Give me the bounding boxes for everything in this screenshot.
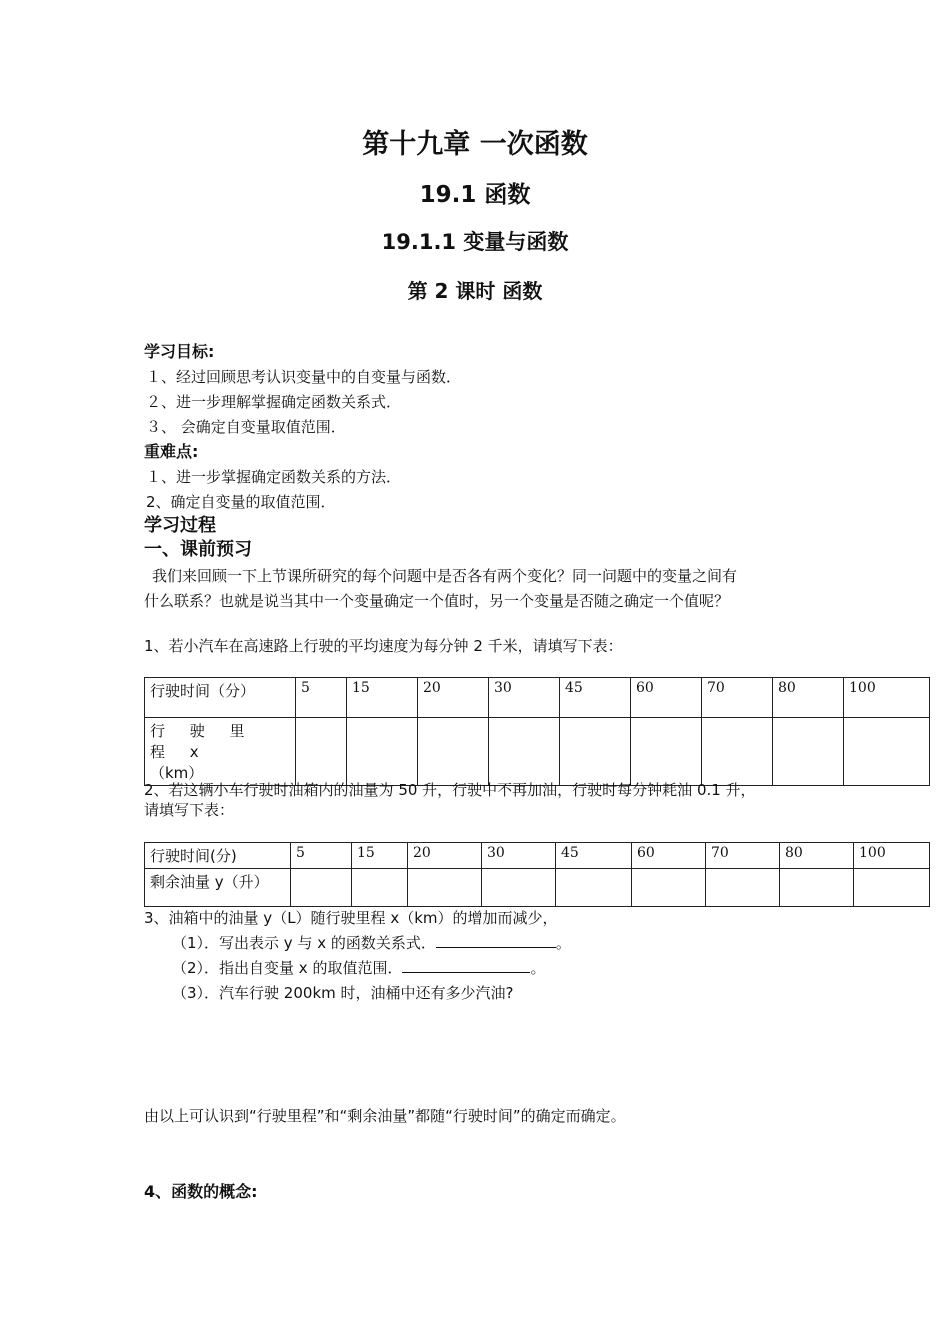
table-cell: 15 [347, 678, 418, 718]
conclusion-text: 由以上可认识到“行驶里程”和“剩余油量”都随“行驶时间”的确定而确定。 [144, 1107, 626, 1125]
question-1-text: 1、若小汽车在高速路上行驶的平均速度为每分钟 2 千米，请填写下表： [144, 637, 623, 655]
section-title: 19.1 函数 [419, 182, 531, 208]
chapter-title: 第十九章 一次函数 [362, 129, 588, 160]
intro-paragraph-line: 我们来回顾一下上节课所研究的每个问题中是否各有两个变化？同一问题中的变量之间有 [152, 567, 738, 585]
table-blank-cell[interactable] [631, 718, 702, 786]
table-cell: 70 [706, 843, 780, 869]
end-mark: 。 [555, 934, 571, 952]
table-cell: 60 [632, 843, 706, 869]
table-cell: 45 [560, 678, 631, 718]
table-cell: 70 [702, 678, 773, 718]
table-blank-cell[interactable] [418, 718, 489, 786]
question-3-text: 3、油箱中的油量 y（L）随行驶里程 x（km）的增加而减少， [144, 909, 558, 927]
question-3-part-1 [172, 933, 571, 953]
table-cell: 20 [418, 678, 489, 718]
table-blank-cell[interactable] [352, 869, 408, 907]
table-blank-cell[interactable] [702, 718, 773, 786]
key-point-item: １、进一步掌握确定函数关系的方法． [146, 468, 402, 486]
fuel-table [144, 842, 930, 907]
table-cell: 30 [482, 843, 556, 869]
answer-blank[interactable] [436, 933, 556, 948]
table-blank-cell[interactable] [560, 718, 631, 786]
part-1-text: （1）．写出表示 y 与 x 的函数关系式． [172, 934, 436, 952]
table-blank-cell[interactable] [706, 869, 780, 907]
table-blank-cell[interactable] [780, 869, 854, 907]
lesson-title: 第 2 课时 函数 [407, 279, 543, 303]
table-blank-cell[interactable] [773, 718, 844, 786]
table-header-cell: 行驶时间（分） [145, 678, 296, 718]
question-2-text: 2、若这辆小车行驶时油箱内的油量为 50 升，行驶中不再加油，行驶时每分钟耗油 0.1 升， [144, 781, 756, 799]
table-blank-cell[interactable] [408, 869, 482, 907]
intro-paragraph-line: 什么联系？也就是说当其中一个变量确定一个值时，另一个变量是否随之确定一个值呢？ [144, 592, 730, 610]
table-blank-cell[interactable] [291, 869, 352, 907]
objective-item: ３、 会确定自变量取值范围． [146, 418, 346, 436]
table-cell: 100 [854, 843, 930, 869]
question-2-text: 请填写下表： [144, 801, 235, 819]
table-cell: 20 [408, 843, 482, 869]
subsection-title: 19.1.1 变量与函数 [381, 230, 569, 254]
table-header-cell [145, 718, 296, 786]
table-header-cell: 剩余油量 y（升） [145, 869, 291, 907]
table-header-cell: 行驶时间(分) [145, 843, 291, 869]
question-3-part-3: （3）．汽车行驶 200km 时，油桶中还有多少汽油? [172, 984, 514, 1002]
answer-blank[interactable] [402, 958, 530, 973]
table-blank-cell[interactable] [347, 718, 418, 786]
concept-heading: 4、函数的概念: [144, 1182, 258, 1201]
table-blank-cell[interactable] [854, 869, 930, 907]
table-cell: 15 [352, 843, 408, 869]
table-cell: 100 [844, 678, 930, 718]
end-mark: 。 [530, 959, 546, 977]
part-2-text: （2）．指出自变量 x 的取值范围． [172, 959, 403, 977]
objective-item: １、经过回顾思考认识变量中的自变量与函数． [146, 368, 462, 386]
objectives-heading: 学习目标: [144, 342, 215, 361]
table-blank-cell[interactable] [844, 718, 930, 786]
table-blank-cell[interactable] [482, 869, 556, 907]
table-cell: 80 [773, 678, 844, 718]
row-label-line: （km） [150, 764, 204, 782]
process-heading: 学习过程 [144, 515, 216, 536]
table-cell: 45 [556, 843, 632, 869]
table-blank-cell[interactable] [556, 869, 632, 907]
row-label-line: 行 驶 里 程 x [150, 722, 255, 761]
table-cell: 30 [489, 678, 560, 718]
distance-table [144, 677, 930, 786]
key-point-item: 2、确定自变量的取值范围． [146, 493, 336, 511]
table-cell: 5 [291, 843, 352, 869]
objective-item: ２、进一步理解掌握确定函数关系式． [146, 393, 402, 411]
question-3-part-2 [172, 958, 545, 978]
table-cell: 5 [296, 678, 347, 718]
table-blank-cell[interactable] [296, 718, 347, 786]
key-points-heading: 重难点: [144, 442, 199, 461]
table-blank-cell[interactable] [632, 869, 706, 907]
preview-heading: 一、课前预习 [144, 539, 252, 560]
table-blank-cell[interactable] [489, 718, 560, 786]
table-cell: 80 [780, 843, 854, 869]
table-cell: 60 [631, 678, 702, 718]
